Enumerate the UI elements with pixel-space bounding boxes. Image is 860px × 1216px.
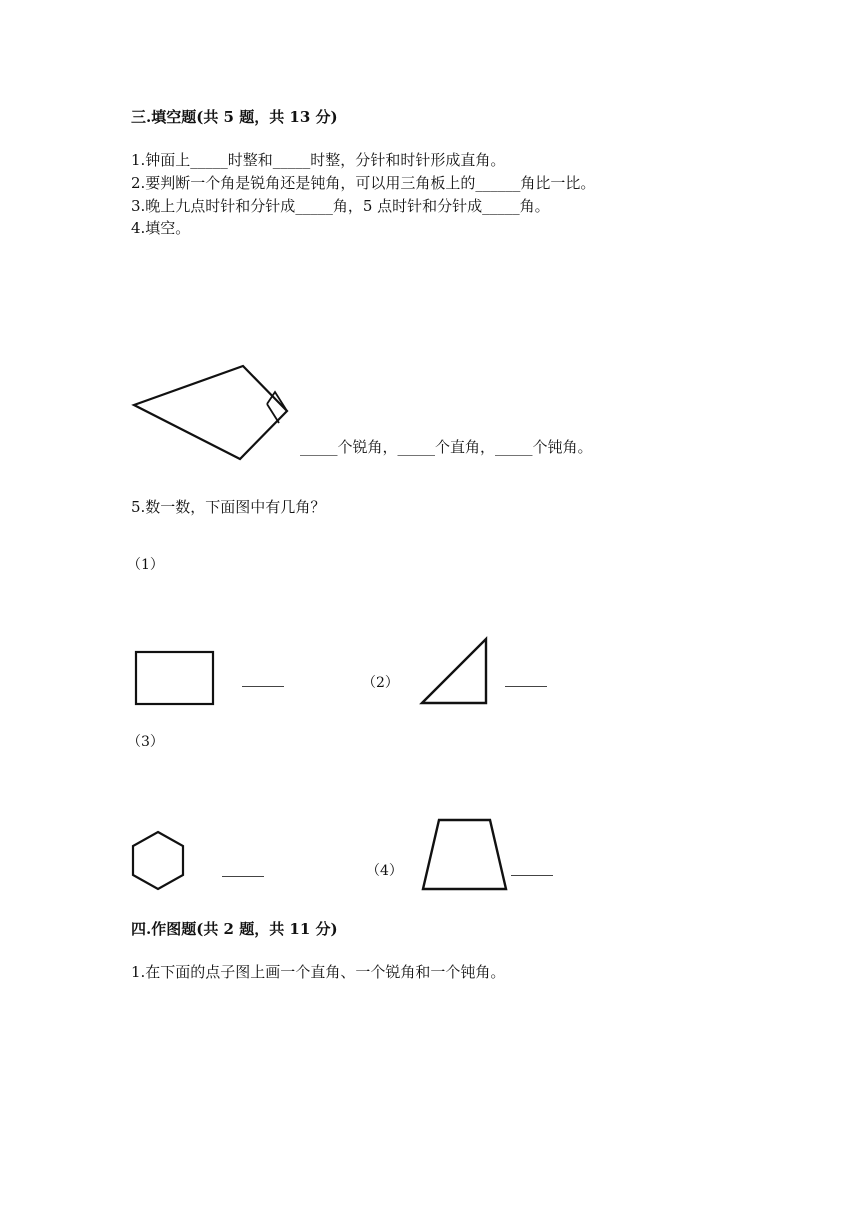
question-3-4: 4.填空。 — [131, 219, 191, 237]
answer-blank-4 — [511, 863, 553, 876]
figure-label-3: （3） — [127, 734, 164, 750]
figure-label-4: （4） — [366, 863, 403, 879]
question-3-2: 2.要判断一个角是锐角还是钝角，可以用三角板上的______角比一比。 — [131, 174, 596, 192]
question-3-4-answer: _____个锐角，_____个直角，_____个钝角。 — [300, 438, 593, 456]
question-3-5: 5.数一数，下面图中有几角？ — [131, 498, 326, 516]
section-3-heading: 三.填空题(共 5 题，共 13 分) — [131, 108, 338, 126]
question-3-1: 1.钟面上_____时整和_____时整，分针和时针形成直角。 — [131, 151, 506, 169]
question-4-1: 1.在下面的点子图上画一个直角、一个锐角和一个钝角。 — [131, 963, 506, 981]
figure-label-1: （1） — [127, 557, 164, 573]
figure-label-2: （2） — [362, 675, 399, 691]
section-4-heading: 四.作图题(共 2 题，共 11 分) — [131, 920, 338, 938]
question-3-3: 3.晚上九点时针和分针成_____角，5 点时针和分针成_____角。 — [131, 197, 550, 215]
